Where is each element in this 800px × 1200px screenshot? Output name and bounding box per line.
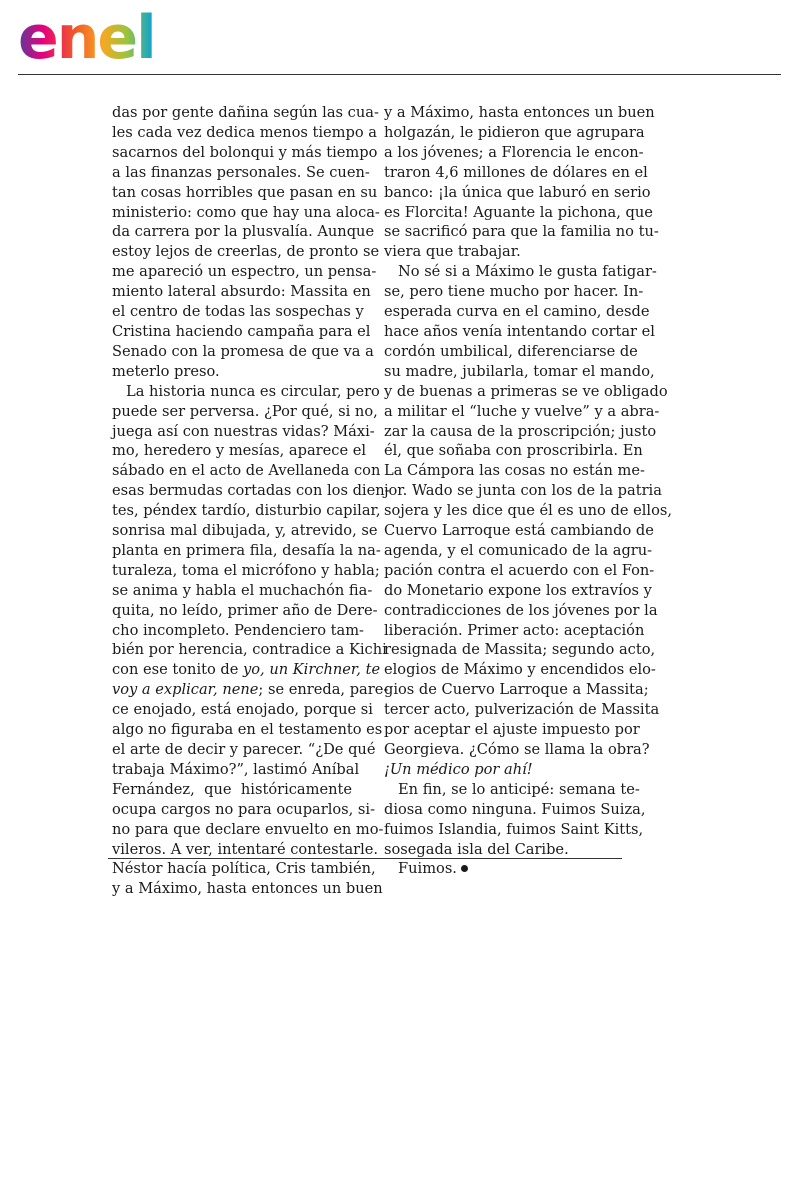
article-end-divider — [108, 858, 622, 859]
text-line: ocupa cargos no para ocuparlos, si- — [112, 800, 376, 818]
text-line: elogios de Máximo y encendidos elo- — [384, 661, 656, 679]
text-line: sonrisa mal dibujada, y, atrevido, se — [112, 522, 378, 540]
text-line: Cuervo Larroque está cambiando de — [384, 522, 654, 540]
text-line: gios de Cuervo Larroque a Massita; — [384, 681, 649, 699]
text-line: diosa como ninguna. Fuimos Suiza, — [384, 800, 646, 818]
text-line: do Monetario expone los extravíos y — [384, 581, 652, 599]
text-line: a militar el “luche y vuelve” y a abra- — [384, 402, 660, 420]
closing-line — [384, 859, 622, 879]
italic-quote: voy a explicar, nene — [112, 681, 259, 699]
text-line — [112, 660, 381, 680]
text-line: algo no figuraba en el testamento es — [112, 721, 383, 739]
text-line: Néstor hacía política, Cris también, — [112, 860, 376, 878]
closing-text: Fuimos. — [398, 860, 457, 878]
text-line: sosegada isla del Caribe. — [384, 840, 569, 858]
end-of-article-bullet-icon — [461, 865, 468, 872]
text-line: y a Máximo, hasta entonces un buen — [384, 104, 655, 121]
text-line — [384, 760, 622, 780]
text-line: sacarnos del bolonqui y más tiempo — [112, 143, 378, 161]
text-line: contradicciones de los jóvenes por la — [384, 601, 658, 619]
text-line: es Florcita! Aguante la pichona, que — [384, 203, 653, 221]
text-line: traron 4,6 millones de dólares en el — [384, 163, 648, 181]
text-line: no para que declare envuelto en mo- — [112, 820, 384, 838]
text-line: hace años venía intentando cortar el — [384, 322, 655, 340]
text-line: juega así con nuestras vidas? Máxi- — [112, 422, 375, 440]
article-column-right — [384, 103, 672, 879]
text-line: Georgieva. ¿Cómo se llama la obra? — [384, 741, 650, 758]
text-line: Senado con la promesa de que va a — [112, 342, 374, 360]
text-line — [112, 680, 389, 700]
text-line: cordón umbilical, diferenciarse de — [384, 342, 638, 360]
text-line: turaleza, toma el micrófono y habla; — [112, 561, 380, 579]
text-line: liberación. Primer acto: aceptación — [384, 621, 645, 639]
text-line: agenda, y el comunicado de la agru- — [384, 541, 653, 559]
text-line: bién por herencia, contradice a Kichi — [112, 641, 387, 659]
text-line: zar la causa de la proscripción; justo — [384, 422, 657, 440]
text-line: jor. Wado se junta con los de la patria — [384, 482, 662, 500]
text-line: da carrera por la plusvalía. Aunque — [112, 223, 375, 241]
text-line: miento lateral absurdo: Massita en — [112, 283, 371, 301]
text-line: holgazán, le pidieron que agrupara — [384, 123, 645, 141]
paragraph-start: No sé si a Máximo le gusta fatigar- — [398, 263, 657, 281]
header-divider — [18, 74, 781, 75]
paragraph-start: En fin, se lo anticipé: semana te- — [398, 780, 640, 798]
paragraph-start: La historia nunca es circular, pero — [126, 382, 380, 400]
text-line: banco: ¡la única que laburó en serio — [384, 183, 651, 201]
text-line: La Cámpora las cosas no están me- — [384, 462, 645, 480]
text-line: das por gente dañina según las cua- — [112, 104, 379, 121]
italic-title: ¡Un médico por ahí! — [384, 760, 533, 778]
text-line: se, pero tiene mucho por hacer. In- — [384, 283, 644, 301]
text-line: a los jóvenes; a Florencia le encon- — [384, 143, 644, 161]
text-line: vileros. A ver, intentaré contestarle. — [112, 840, 379, 858]
enel-logo — [18, 3, 183, 73]
text-line: se sacrificó para que la familia no tu- — [384, 223, 659, 241]
text-line: Cristina haciendo campaña para el — [112, 322, 371, 340]
text-line: sojera y les dice que él es uno de ellos, — [384, 502, 672, 520]
text-line: se anima y habla el muchachón fia- — [112, 581, 373, 599]
text-line: pación contra el acuerdo con el Fon- — [384, 561, 655, 579]
text-line: cho incompleto. Pendenciero tam- — [112, 621, 364, 639]
text-line: sábado en el acto de Avellaneda con — [112, 462, 381, 480]
text-run: con ese tonito de — [112, 661, 244, 679]
text-line: tes, péndex tardío, disturbio capilar, — [112, 502, 381, 520]
text-line: planta en primera fila, desafía la na- — [112, 541, 381, 559]
text-line: por aceptar el ajuste impuesto por — [384, 721, 640, 739]
article-column-left — [112, 103, 390, 898]
text-line: resignada de Massita; segundo acto, — [384, 641, 656, 659]
text-run: ; se enreda, pare- — [258, 681, 389, 699]
text-line: tan cosas horribles que pasan en su — [112, 183, 378, 201]
text-line: fuimos Islandia, fuimos Saint Kitts, — [384, 820, 644, 838]
text-line: ministerio: como que hay una aloca- — [112, 203, 380, 221]
logo-wordmark: enel — [18, 3, 155, 73]
text-line: y de buenas a primeras se ve obligado — [384, 382, 668, 400]
text-line: quita, no leído, primer año de Dere- — [112, 601, 378, 619]
text-line: tercer acto, pulverización de Massita — [384, 701, 660, 719]
text-line: el arte de decir y parecer. “¿De qué — [112, 741, 376, 758]
text-line: su madre, jubilarla, tomar el mando, — [384, 362, 655, 380]
italic-quote: yo, un Kirchner, te — [243, 661, 381, 679]
text-line: ce enojado, está enojado, porque si — [112, 701, 373, 719]
text-line: puede ser perversa. ¿Por qué, si no, — [112, 402, 378, 420]
text-line: él, que soñaba con proscribirla. En — [384, 442, 643, 460]
text-line: esperada curva en el camino, desde — [384, 303, 650, 321]
text-line: el centro de todas las sospechas y — [112, 303, 364, 321]
text-line: mo, heredero y mesías, aparece el — [112, 442, 367, 460]
text-line: les cada vez dedica menos tiempo a — [112, 123, 377, 141]
text-line: y a Máximo, hasta entonces un buen — [112, 880, 383, 898]
text-line: Fernández, que históricamente — [112, 780, 352, 798]
text-line: esas bermudas cortadas con los dien- — [112, 482, 390, 500]
text-line: a las finanzas personales. Se cuen- — [112, 163, 370, 181]
text-line: meterlo preso. — [112, 362, 220, 380]
text-line: estoy lejos de creerlas, de pronto se — [112, 243, 380, 261]
text-line: trabaja Máximo?”, lastimó Aníbal — [112, 760, 360, 778]
text-line: viera que trabajar. — [384, 243, 521, 261]
text-line: me apareció un espectro, un pensa- — [112, 263, 377, 281]
